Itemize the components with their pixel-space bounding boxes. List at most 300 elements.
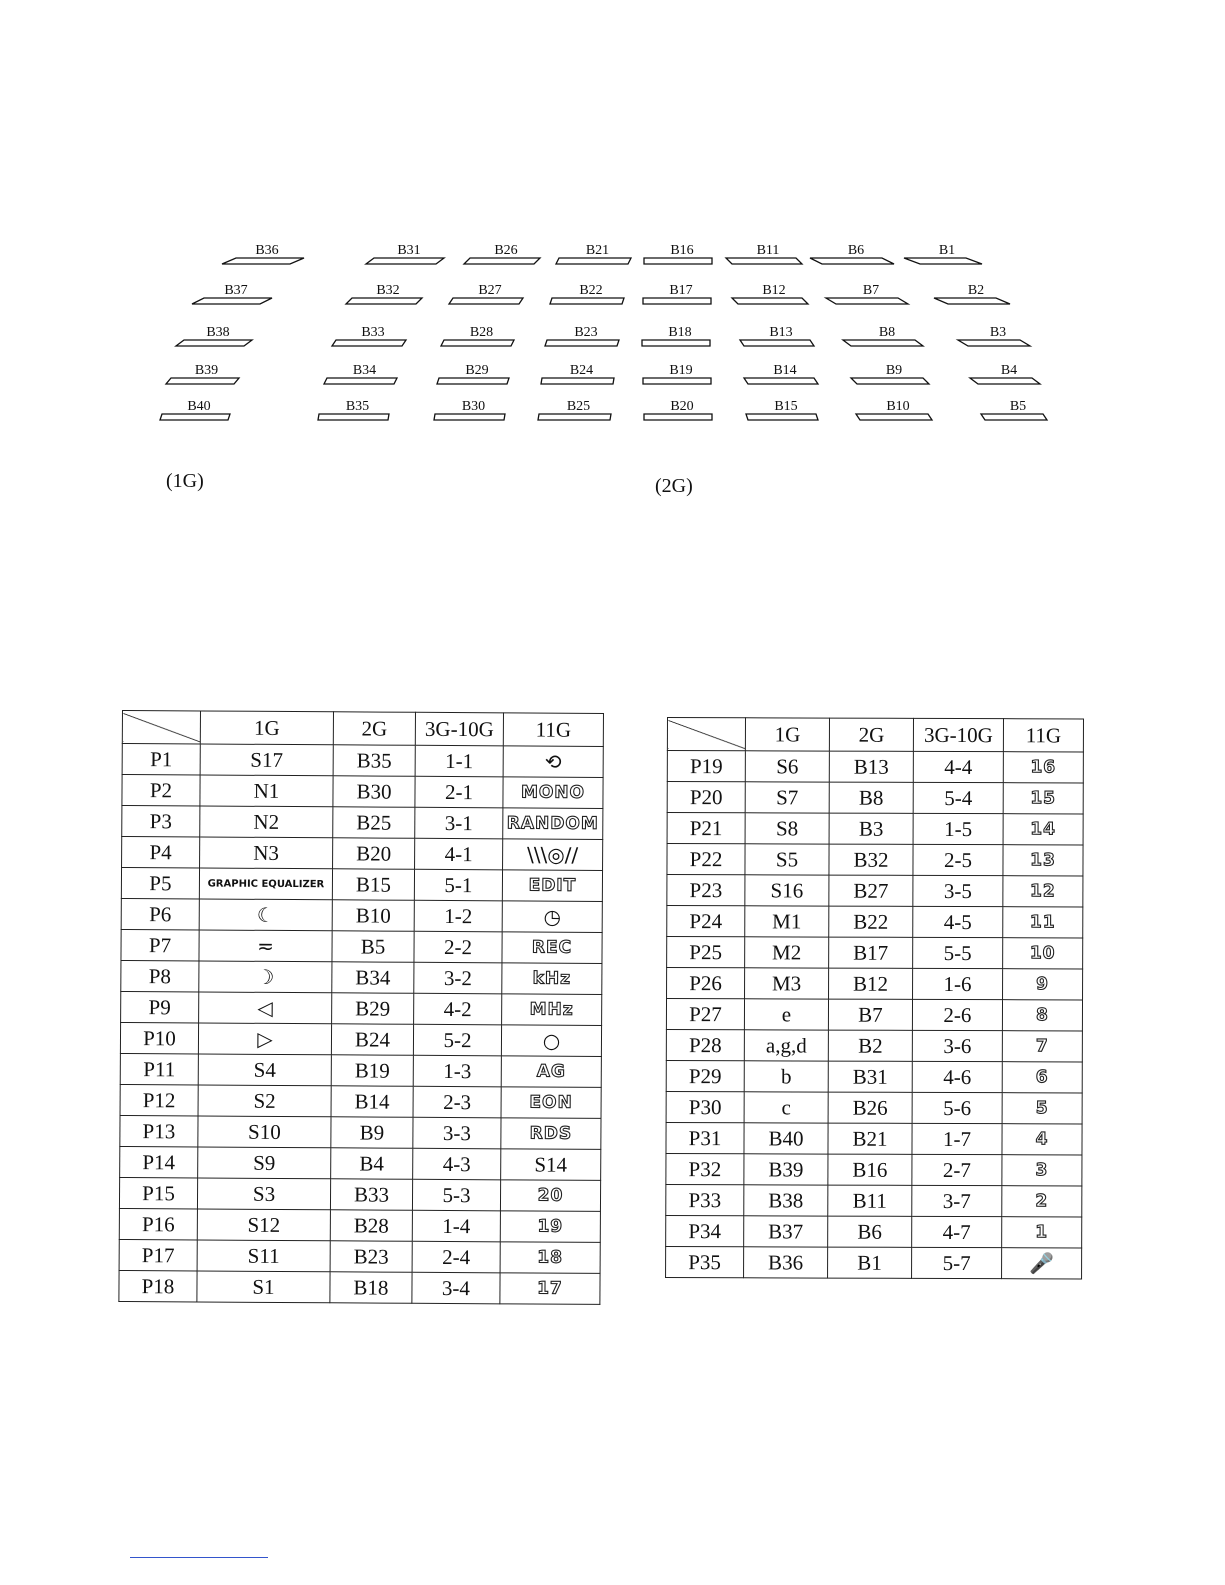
grid-11g-cell: 18 xyxy=(500,1242,600,1274)
segment-label: B37 xyxy=(224,283,248,298)
grid-11g-cell: 8 xyxy=(1002,1000,1082,1031)
grid-3g-10g-cell: 2-7 xyxy=(912,1154,1002,1185)
grid-3g-10g-cell: 3-4 xyxy=(412,1272,500,1304)
table-row xyxy=(122,775,603,809)
table-row xyxy=(120,1115,601,1149)
segment-b35 xyxy=(318,414,389,420)
pin-cell: P22 xyxy=(667,844,745,875)
table-row xyxy=(120,1022,601,1056)
grid-11g-cell: 14 xyxy=(1003,814,1083,845)
table-row xyxy=(121,868,602,902)
segment-b22 xyxy=(550,298,624,304)
segment-b10 xyxy=(856,414,932,420)
segment-b37 xyxy=(192,298,272,304)
grid-1g-cell: e xyxy=(744,999,828,1030)
pin-cell: P17 xyxy=(119,1239,197,1270)
segment-b14 xyxy=(744,378,818,384)
segment-label: B10 xyxy=(886,399,910,414)
table-row xyxy=(667,782,1083,814)
segment-label: B32 xyxy=(376,283,400,298)
grid-2g-cell: B28 xyxy=(330,1210,412,1242)
grid-11g-cell: 7 xyxy=(1002,1031,1082,1062)
segment-b8 xyxy=(843,340,923,346)
table-row xyxy=(122,806,603,840)
grid-2g-cell: B17 xyxy=(829,937,913,968)
grid-2g-cell: B33 xyxy=(330,1179,412,1211)
segment-label: B11 xyxy=(756,243,780,258)
grid-1g-cell: N2 xyxy=(200,806,333,838)
pin-cell: P35 xyxy=(666,1246,744,1277)
segment-label: B5 xyxy=(1009,399,1027,414)
grid-11g-cell: 12 xyxy=(1003,876,1083,907)
pin-cell: P27 xyxy=(666,999,744,1030)
grid-2g-cell: B2 xyxy=(828,1030,912,1061)
grid-1g-cell: S5 xyxy=(745,844,829,875)
grid-2g-cell: B8 xyxy=(829,782,913,813)
grid-3g-10g-cell: 4-6 xyxy=(912,1061,1002,1092)
grid-11g-cell: 15 xyxy=(1003,783,1083,814)
segment-label: B34 xyxy=(352,363,377,378)
segment-b28 xyxy=(441,340,514,346)
table-row xyxy=(666,999,1082,1031)
segment-b29 xyxy=(437,378,509,384)
grid-11g-cell: kHz xyxy=(502,963,602,995)
table-row xyxy=(666,1246,1082,1278)
table-row xyxy=(666,1091,1082,1123)
segment-label: B21 xyxy=(585,243,610,258)
grid-2g-cell: B5 xyxy=(332,931,414,963)
grid-3g-10g-cell: 3-6 xyxy=(912,1030,1002,1061)
pin-cell: P34 xyxy=(666,1215,744,1246)
grid-2g-cell: B18 xyxy=(330,1272,412,1304)
segment-label: B28 xyxy=(469,325,494,340)
pin-cell: P16 xyxy=(119,1208,197,1239)
grid-1g-cell: B40 xyxy=(744,1123,828,1154)
table-header-row xyxy=(667,718,1083,752)
grid-2g-cell: B14 xyxy=(331,1086,413,1118)
segment-label: B33 xyxy=(361,325,385,340)
grid-1g-cell: S17 xyxy=(200,744,333,776)
segment-label: B40 xyxy=(187,399,211,414)
segment-b38 xyxy=(176,340,252,346)
grid-2g-cell: B24 xyxy=(331,1024,413,1056)
grid-3g-10g-cell: 5-2 xyxy=(413,1024,501,1056)
grid-1g-cell: b xyxy=(744,1061,828,1092)
pin-cell: P24 xyxy=(667,906,745,937)
grid-1g-cell: S6 xyxy=(745,751,829,782)
grid-2g-cell: B10 xyxy=(332,900,414,932)
grid-1g-cell: S9 xyxy=(198,1147,331,1179)
grid-11g-cell: REC xyxy=(502,932,602,964)
segment-b17 xyxy=(643,298,711,304)
grid-3g-10g-cell: 1-7 xyxy=(912,1123,1002,1154)
grid-1g-cell: a,g,d xyxy=(744,1030,828,1061)
table-row xyxy=(666,1029,1082,1061)
segment-label: B6 xyxy=(847,243,865,258)
segment-b7 xyxy=(826,298,908,304)
segment-b19 xyxy=(643,378,711,384)
pin-cell: P21 xyxy=(667,813,745,844)
pin-cell: P2 xyxy=(122,775,200,806)
segment-b32 xyxy=(346,298,422,304)
grid-11g-cell: 6 xyxy=(1002,1062,1082,1093)
pin-cell: P5 xyxy=(121,868,199,899)
segment-label: B35 xyxy=(345,399,370,414)
segment-b36 xyxy=(222,258,304,264)
segment-b31 xyxy=(366,258,444,264)
segment-label: B24 xyxy=(569,363,594,378)
segment-label: B1 xyxy=(938,243,956,258)
grid-2g-cell: B21 xyxy=(828,1123,912,1154)
grid-3g-10g-cell: 1-5 xyxy=(913,813,1003,844)
segment-label: B4 xyxy=(1000,363,1018,378)
pin-cell: P4 xyxy=(122,837,200,868)
grid-2g-cell: B6 xyxy=(828,1216,912,1247)
table-row xyxy=(121,960,602,994)
segment-b34 xyxy=(324,378,397,384)
column-header: 11G xyxy=(1003,719,1083,752)
grid-1g-cell: S7 xyxy=(745,782,829,813)
grid-3g-10g-cell: 4-1 xyxy=(415,838,503,870)
table-row xyxy=(121,898,602,932)
table-row xyxy=(667,813,1083,845)
grid-11g-cell: S14 xyxy=(501,1149,601,1181)
pin-cell: P3 xyxy=(122,806,200,837)
pin-cell: P18 xyxy=(119,1270,197,1301)
grid-3g-10g-cell: 1-6 xyxy=(913,968,1003,999)
segment-b16 xyxy=(644,258,712,264)
pin-cell: P19 xyxy=(667,751,745,782)
segment-b30 xyxy=(434,414,505,420)
grid-1g-cell: ☾ xyxy=(199,899,332,931)
grid-1g-cell: S12 xyxy=(197,1209,330,1241)
grid-1g-cell: N3 xyxy=(200,837,333,869)
pin-cell: P32 xyxy=(666,1153,744,1184)
table-row xyxy=(667,751,1083,783)
grid-1g-cell: M3 xyxy=(745,968,829,999)
pin-cell: P30 xyxy=(666,1091,744,1122)
grid-1g-cell: ≂ xyxy=(199,930,332,962)
segment-b12 xyxy=(732,298,808,304)
segment-label: B8 xyxy=(878,325,896,340)
segment-b15 xyxy=(746,414,818,420)
segment-b24 xyxy=(541,378,614,384)
segment-label: B38 xyxy=(206,325,230,340)
group-2g-label: (2G) xyxy=(655,475,693,497)
grid-3g-10g-cell: 1-1 xyxy=(415,745,503,777)
segment-label: B29 xyxy=(465,363,489,378)
segment-b25 xyxy=(538,414,611,420)
grid-2g-cell: B7 xyxy=(828,999,912,1030)
table-header-row xyxy=(122,711,603,747)
grid-2g-cell: B25 xyxy=(333,807,415,839)
pin-cell: P6 xyxy=(121,898,199,929)
segment-b18 xyxy=(642,340,710,346)
table-row xyxy=(119,1208,600,1242)
grid-11g-cell: 2 xyxy=(1002,1186,1082,1217)
grid-11g-cell: EDIT xyxy=(502,870,602,902)
grid-2g-cell: B9 xyxy=(331,1117,413,1149)
segment-label: B14 xyxy=(773,363,797,378)
grid-2g-cell: B32 xyxy=(829,844,913,875)
grid-3g-10g-cell: 2-1 xyxy=(415,776,503,808)
grid-1g-cell: B37 xyxy=(744,1216,828,1247)
grid-1g-cell: S10 xyxy=(198,1116,331,1148)
pin-cell: P13 xyxy=(120,1115,198,1146)
table-row xyxy=(121,929,602,963)
grid-1g-cell: S4 xyxy=(198,1054,331,1086)
grid-2g-cell: B16 xyxy=(828,1154,912,1185)
grid-1g-cell: B39 xyxy=(744,1154,828,1185)
grid-3g-10g-cell: 4-2 xyxy=(414,993,502,1025)
segment-label: B27 xyxy=(478,283,502,298)
pin-cell: P25 xyxy=(667,937,745,968)
grid-11g-cell: 13 xyxy=(1003,845,1083,876)
segment-label: B30 xyxy=(461,399,486,414)
grid-3g-10g-cell: 1-3 xyxy=(413,1055,501,1087)
grid-2g-cell: B4 xyxy=(331,1148,413,1180)
grid-1g-cell: ◁ xyxy=(199,992,332,1024)
pin-cell: P28 xyxy=(666,1029,744,1060)
segment-b23 xyxy=(545,340,619,346)
pin-cell: P12 xyxy=(120,1084,198,1115)
segment-b9 xyxy=(851,378,929,384)
grid-11g-cell: 17 xyxy=(500,1273,600,1305)
segment-b21 xyxy=(556,258,631,264)
table-row xyxy=(666,1122,1082,1154)
grid-3g-10g-cell: 2-5 xyxy=(913,844,1003,875)
table-row xyxy=(666,1184,1082,1216)
grid-2g-cell: B35 xyxy=(333,745,415,777)
table-row xyxy=(667,937,1083,969)
grid-1g-cell: ☽ xyxy=(199,961,332,993)
column-header: 3G-10G xyxy=(913,718,1003,751)
table-row xyxy=(120,1146,601,1180)
grid-1g-cell: S2 xyxy=(198,1085,331,1117)
column-header: 11G xyxy=(503,713,603,747)
grid-3g-10g-cell: 1-4 xyxy=(412,1210,500,1242)
segment-b20 xyxy=(644,414,712,420)
grid-11g-cell: 9 xyxy=(1003,969,1083,1000)
table-row xyxy=(121,991,602,1025)
grid-11g-cell: ◷ xyxy=(502,901,602,933)
table-row xyxy=(667,968,1083,1000)
grid-11g-cell: 4 xyxy=(1002,1124,1082,1155)
grid-3g-10g-cell: 3-1 xyxy=(415,807,503,839)
table-row xyxy=(122,837,603,871)
grid-2g-cell: B34 xyxy=(332,962,414,994)
segment-label: B25 xyxy=(566,399,591,414)
grid-1g-cell: ▷ xyxy=(198,1023,331,1055)
pin-cell: P15 xyxy=(119,1177,197,1208)
grid-1g-cell: B36 xyxy=(744,1247,828,1278)
segment-label: B39 xyxy=(194,363,219,378)
segment-b26 xyxy=(464,258,540,264)
grid-2g-cell: B23 xyxy=(330,1241,412,1273)
grid-2g-cell: B12 xyxy=(829,968,913,999)
grid-2g-cell: B22 xyxy=(829,906,913,937)
grid-2g-cell: B30 xyxy=(333,776,415,808)
segment-b39 xyxy=(166,378,239,384)
table-row xyxy=(119,1177,600,1211)
segment-b6 xyxy=(810,258,894,264)
column-header: 1G xyxy=(200,711,333,745)
segment-label: B19 xyxy=(669,363,693,378)
pin-cell: P11 xyxy=(120,1053,198,1084)
grid-1g-cell: S1 xyxy=(197,1271,330,1303)
grid-11g-cell: 16 xyxy=(1003,752,1083,783)
segment-label: B7 xyxy=(862,283,880,298)
grid-11g-cell: RDS xyxy=(501,1118,601,1150)
pin-cell: P7 xyxy=(121,929,199,960)
grid-1g-cell: c xyxy=(744,1092,828,1123)
column-header: 1G xyxy=(745,718,829,751)
segment-b5 xyxy=(981,414,1047,420)
grid-2g-cell: B13 xyxy=(829,751,913,782)
pin-cell: P20 xyxy=(667,782,745,813)
grid-2g-cell: B19 xyxy=(331,1055,413,1087)
column-header: 3G-10G xyxy=(415,712,503,746)
footer-rule xyxy=(130,1557,268,1558)
grid-2g-cell: B11 xyxy=(828,1185,912,1216)
grid-11g-cell: 10 xyxy=(1003,938,1083,969)
grid-3g-10g-cell: 3-3 xyxy=(413,1117,501,1149)
grid-1g-cell: M2 xyxy=(745,937,829,968)
table-row xyxy=(667,875,1083,907)
grid-11g-cell: EON xyxy=(501,1087,601,1119)
grid-11g-cell: MHz xyxy=(502,994,602,1026)
grid-3g-10g-cell: 3-5 xyxy=(913,875,1003,906)
pin-cell: P9 xyxy=(121,991,199,1022)
table-row xyxy=(667,844,1083,876)
table-row xyxy=(667,906,1083,938)
pin-cell: P14 xyxy=(120,1146,198,1177)
segment-label: B3 xyxy=(989,325,1007,340)
pin-cell: P33 xyxy=(666,1184,744,1215)
grid-2g-cell: B3 xyxy=(829,813,913,844)
grid-1g-cell: M1 xyxy=(745,906,829,937)
segment-label: B23 xyxy=(574,325,598,340)
grid-3g-10g-cell: 2-2 xyxy=(414,931,502,963)
column-header: 2G xyxy=(333,712,415,746)
grid-3g-10g-cell: 2-6 xyxy=(912,999,1002,1030)
grid-11g-cell: 19 xyxy=(500,1211,600,1243)
grid-11g-cell: 11 xyxy=(1003,907,1083,938)
pin-cell: P23 xyxy=(667,875,745,906)
grid-11g-cell: \\\◎// xyxy=(503,839,603,871)
table-row xyxy=(122,744,603,778)
grid-3g-10g-cell: 4-3 xyxy=(413,1148,501,1180)
pin-cell: P10 xyxy=(120,1022,198,1053)
column-header: 2G xyxy=(829,718,913,751)
segment-label: B12 xyxy=(762,283,786,298)
segment-b1 xyxy=(904,258,982,264)
grid-1g-cell: S8 xyxy=(745,813,829,844)
grid-11g-cell: RANDOM xyxy=(503,808,603,840)
pin-table-left xyxy=(118,710,604,1305)
grid-2g-cell: B26 xyxy=(828,1092,912,1123)
pin-cell: P29 xyxy=(666,1060,744,1091)
grid-3g-10g-cell: 5-4 xyxy=(913,782,1003,813)
grid-3g-10g-cell: 5-5 xyxy=(913,937,1003,968)
segment-label: B36 xyxy=(255,243,279,258)
segment-label: B2 xyxy=(967,283,985,298)
grid-3g-10g-cell: 1-2 xyxy=(414,900,502,932)
segment-label: B20 xyxy=(670,399,694,414)
table-row xyxy=(120,1053,601,1087)
grid-3g-10g-cell: 5-1 xyxy=(414,869,502,901)
grid-1g-cell: S16 xyxy=(745,875,829,906)
table-row xyxy=(120,1084,601,1118)
segment-b3 xyxy=(958,340,1030,346)
segment-label: B18 xyxy=(668,325,692,340)
grid-3g-10g-cell: 2-4 xyxy=(412,1241,500,1273)
grid-2g-cell: B15 xyxy=(332,869,414,901)
pin-cell: P31 xyxy=(666,1122,744,1153)
grid-11g-cell: 1 xyxy=(1002,1217,1082,1248)
table-row xyxy=(119,1239,600,1273)
grid-1g-cell: S3 xyxy=(197,1178,330,1210)
segment-label: B22 xyxy=(579,283,603,298)
segment-b27 xyxy=(449,298,523,304)
table-row xyxy=(666,1060,1082,1092)
grid-2g-cell: B31 xyxy=(828,1061,912,1092)
grid-1g-cell: N1 xyxy=(200,775,333,807)
grid-11g-cell: 3 xyxy=(1002,1155,1082,1186)
table-row xyxy=(666,1215,1082,1247)
grid-3g-10g-cell: 5-6 xyxy=(912,1092,1002,1123)
header-diagonal-cell xyxy=(122,711,200,744)
segment-b4 xyxy=(970,378,1040,384)
segment-label: B13 xyxy=(769,325,793,340)
grid-2g-cell: B29 xyxy=(332,993,414,1025)
grid-3g-10g-cell: 5-3 xyxy=(412,1179,500,1211)
grid-2g-cell: B20 xyxy=(333,838,415,870)
grid-11g-cell: AG xyxy=(501,1056,601,1088)
segment-label: B17 xyxy=(669,283,693,298)
segment-label: B31 xyxy=(397,243,421,258)
grid-3g-10g-cell: 3-7 xyxy=(912,1185,1002,1216)
segment-b11 xyxy=(726,258,802,264)
pin-table-right xyxy=(665,717,1084,1279)
grid-3g-10g-cell: 4-7 xyxy=(912,1216,1002,1247)
table-row xyxy=(666,1153,1082,1185)
table-row xyxy=(119,1270,600,1304)
segment-label: B15 xyxy=(774,399,798,414)
segment-b13 xyxy=(740,340,814,346)
grid-11g-cell: 🎤 xyxy=(1002,1248,1082,1279)
segment-label: B16 xyxy=(670,243,694,258)
grid-11g-cell: 20 xyxy=(500,1180,600,1212)
grid-11g-cell: 5 xyxy=(1002,1093,1082,1124)
grid-1g-cell: S11 xyxy=(197,1240,330,1272)
grid-2g-cell: B1 xyxy=(828,1247,912,1278)
group-1g-label: (1G) xyxy=(166,470,204,492)
segment-label: B26 xyxy=(494,243,518,258)
grid-2g-cell: B27 xyxy=(829,875,913,906)
grid-11g-cell: MONO xyxy=(503,777,603,809)
grid-3g-10g-cell: 2-3 xyxy=(413,1086,501,1118)
grid-3g-10g-cell: 3-2 xyxy=(414,962,502,994)
grid-11g-cell: ⟲ xyxy=(503,746,603,778)
pin-cell: P1 xyxy=(122,744,200,775)
grid-3g-10g-cell: 4-4 xyxy=(913,751,1003,782)
pin-cell: P26 xyxy=(667,968,745,999)
pin-cell: P8 xyxy=(121,960,199,991)
grid-1g-cell: B38 xyxy=(744,1185,828,1216)
segment-b40 xyxy=(160,414,230,420)
grid-3g-10g-cell: 4-5 xyxy=(913,906,1003,937)
